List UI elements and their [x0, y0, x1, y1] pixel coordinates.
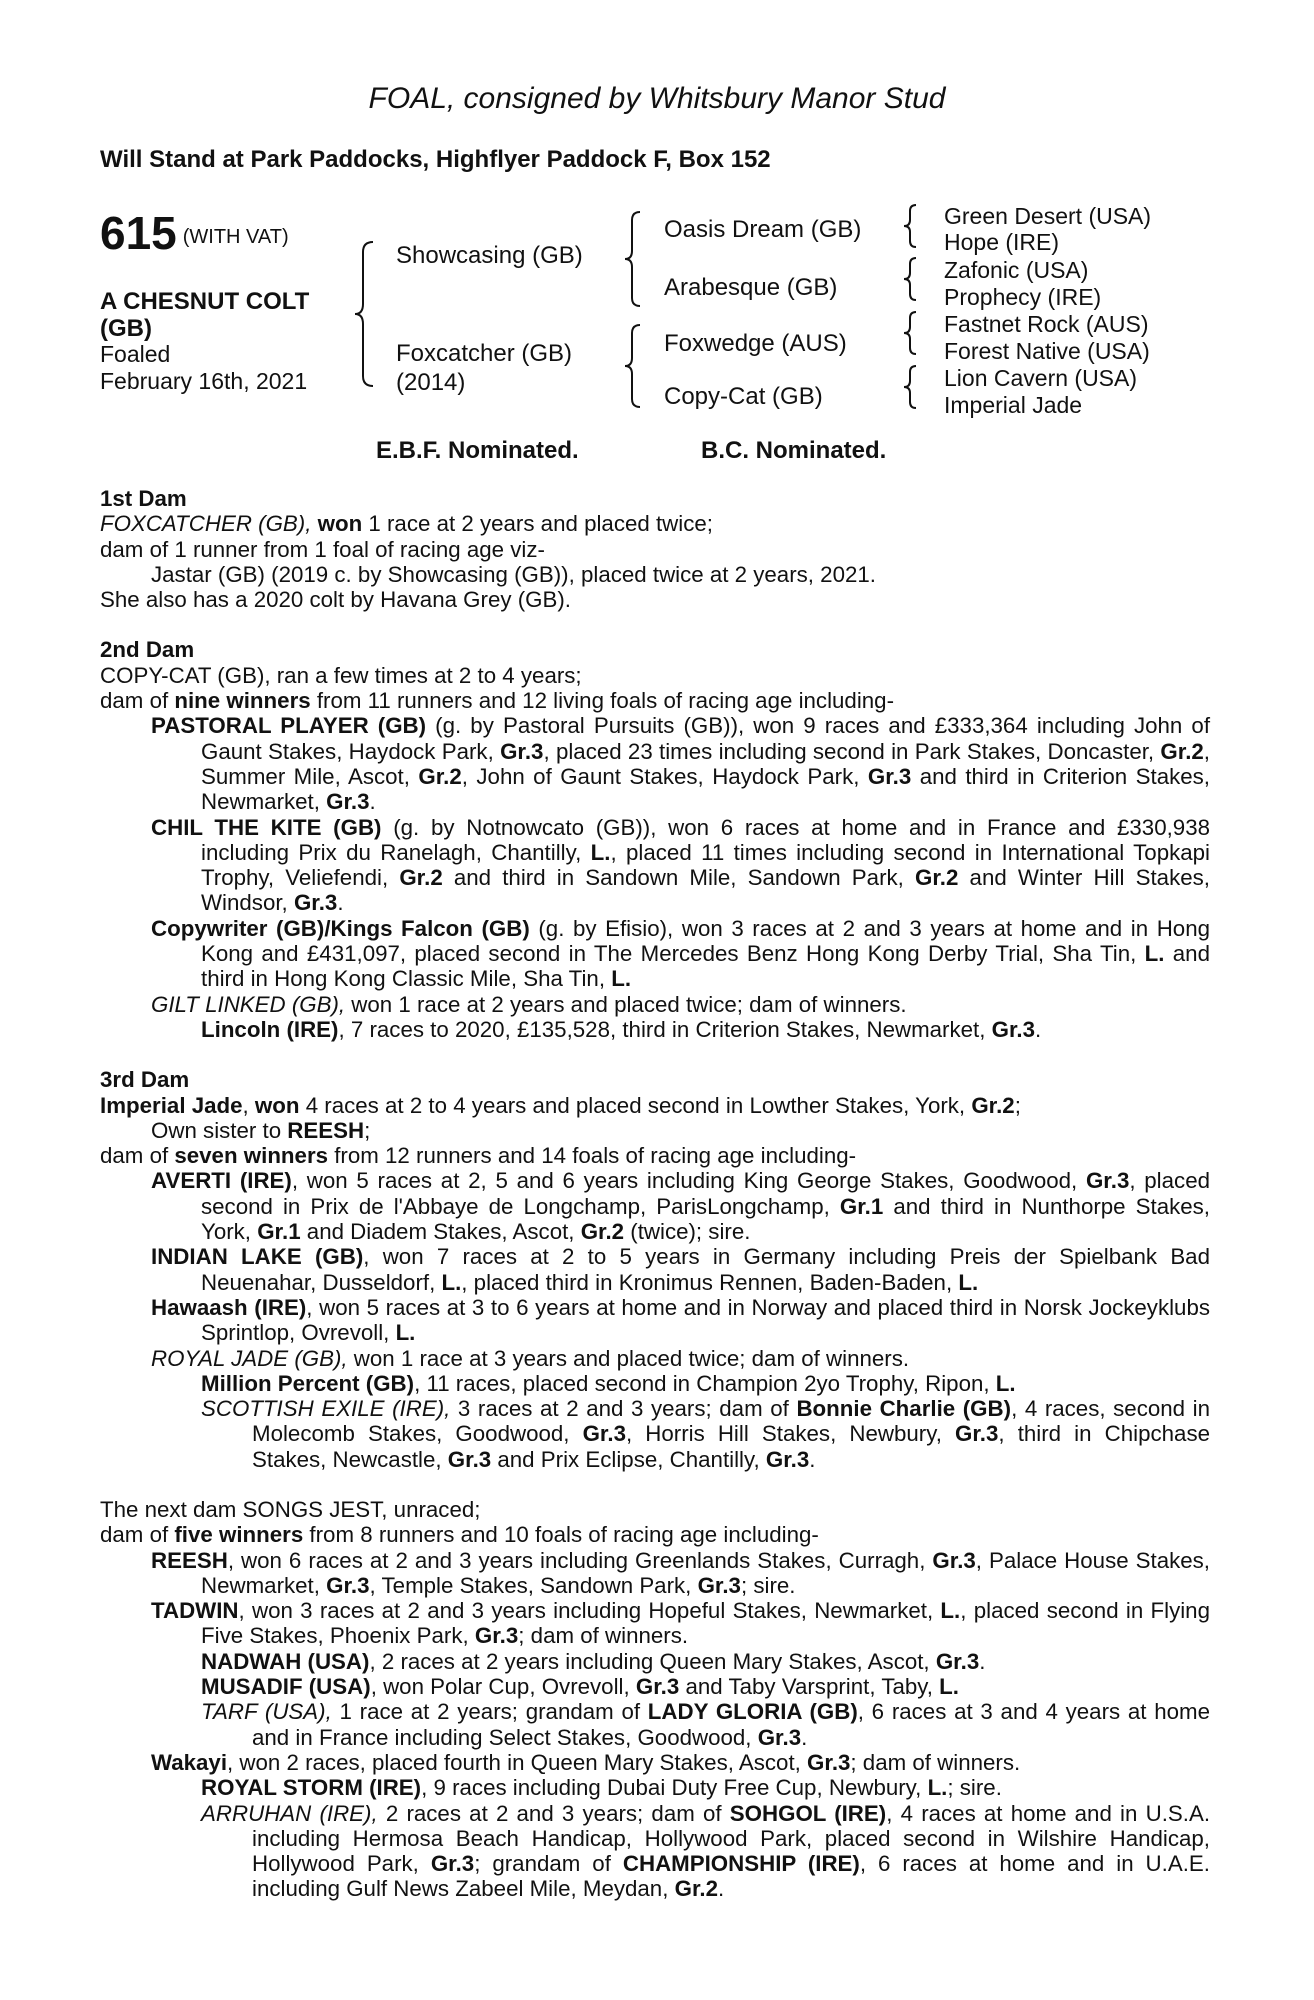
grade: L. — [927, 1775, 948, 1801]
grade: Gr.3 — [293, 890, 338, 916]
grade: Gr.2 — [1160, 738, 1204, 764]
pedigree-sire-sire: Oasis Dream (GB) — [664, 216, 862, 243]
text-run: , placed second in Flying Five Stakes, Phoenix Park, — [201, 1598, 1210, 1649]
lot-number-block — [100, 206, 289, 260]
text-run: , placed 11 times including second in International Topkapi Trophy, Veliefendi, — [201, 839, 1211, 891]
catalogue-title: FOAL, consigned by Whitsbury Manor Stud — [368, 82, 946, 115]
text-run: dam of — [100, 688, 175, 714]
text-run: , placed third in Kronimus Rennen, Baden-Baden, — [461, 1269, 959, 1295]
third-dam-entry-2 — [100, 1244, 1210, 1295]
text-run: and third in Hong Kong Classic Mile, Sha Tin, — [201, 941, 1210, 992]
horse-name: ROYAL STORM (IRE) — [201, 1775, 422, 1801]
grade: Gr.3 — [326, 1572, 370, 1598]
text-run: . — [1035, 1016, 1042, 1042]
text-run: (g. by Notnowcato (GB)), won 6 races at home and in France and £330,938 including Prix du Ranelagh, Chantilly, — [201, 814, 1210, 865]
grade: Gr.2 — [971, 1092, 1015, 1118]
horse-name: REESH — [287, 1117, 365, 1143]
pedigree-g7: Lion Cavern (USA) — [944, 365, 1138, 391]
grade: Gr.2 — [915, 865, 959, 891]
text-run: and third in Nunthorpe Stakes, York, — [201, 1193, 1210, 1245]
pedigree-g1: Green Desert (USA) — [944, 203, 1152, 229]
second-dam-entry-4 — [100, 992, 1210, 1017]
pedigree-dam-dam: Copy-Cat (GB) — [664, 383, 823, 410]
text-run: 3 races at 2 and 3 years; dam of — [450, 1396, 797, 1422]
next-dam-entry-3 — [100, 1649, 1210, 1674]
text-run: , Horris Hill Stakes, Newbury, — [625, 1421, 955, 1447]
horse-name: LADY GLORIA (GB) — [647, 1699, 858, 1725]
pedigree-notes — [100, 486, 1210, 1902]
text-run: Own sister to — [151, 1117, 288, 1143]
horse-name: PASTORAL PLAYER (GB) — [151, 713, 427, 739]
horse-name: MUSADIF (USA) — [201, 1674, 371, 1700]
text-run: . — [979, 1648, 986, 1674]
pedigree-dam-sire: Foxwedge (AUS) — [664, 330, 847, 357]
pedigree-brace-dam — [624, 323, 644, 409]
text-run: . — [337, 890, 344, 916]
text-run: from 11 runners and 12 living foals of racing age including- — [310, 688, 895, 714]
pedigree-g2: Hope (IRE) — [944, 229, 1060, 255]
text-run: , 4 races, second in Molecomb Stakes, Goodwood, — [252, 1396, 1210, 1447]
horse-name: SCOTTISH EXILE (IRE), — [201, 1396, 451, 1422]
horse-name-line1: A CHESNUT COLT — [100, 288, 310, 315]
text-run: , — [242, 1092, 255, 1118]
grade: Gr.3 — [1085, 1168, 1130, 1194]
first-dam-heading: 1st Dam — [100, 486, 187, 511]
text-run: , Summer Mile, Ascot, — [201, 738, 1210, 789]
pedigree-g5: Fastnet Rock (AUS) — [944, 311, 1149, 337]
first-dam-line4: She also has a 2020 colt by Havana Grey (GB). — [100, 587, 571, 613]
text-run: ; grandam of — [474, 1851, 623, 1877]
third-dam-line2 — [100, 1118, 1210, 1143]
pedigree-dam: Foxcatcher (GB) — [396, 340, 573, 367]
grade: Gr.2 — [580, 1219, 625, 1245]
text-run: , Temple Stakes, Sandown Park, — [369, 1572, 698, 1598]
grade: Gr.3 — [697, 1572, 741, 1598]
third-dam-entry-3 — [100, 1295, 1210, 1346]
horse-name: TADWIN — [151, 1598, 239, 1624]
pedigree-brace-g3 — [902, 310, 920, 356]
text-run: , placed second in Prix de l'Abbaye de Longchamp, ParisLongchamp, — [201, 1168, 1210, 1219]
text-run: , won 5 races at 3 to 6 years at home and in Norway and placed third in Norsk Jockeyklubs Sprintlop, Ovrevoll, — [201, 1294, 1211, 1346]
grade: Gr.3 — [757, 1724, 802, 1750]
pedigree-dam-year: (2014) — [396, 369, 466, 396]
won-label: won — [254, 1092, 300, 1118]
ebf-nomination: E.B.F. Nominated. — [376, 437, 579, 464]
grade: L. — [939, 1674, 959, 1700]
grade: L. — [1144, 941, 1165, 967]
text-run: and Diadem Stakes, Ascot, — [300, 1219, 581, 1245]
next-dam-entry-5 — [100, 1699, 1210, 1750]
bc-nomination: B.C. Nominated. — [701, 437, 887, 464]
next-dam-line2 — [100, 1522, 1210, 1547]
horse-name: CHAMPIONSHIP (IRE) — [622, 1851, 860, 1877]
pedigree-brace-g2 — [902, 256, 920, 302]
grade: L. — [995, 1370, 1016, 1396]
pedigree-g4: Prophecy (IRE) — [944, 284, 1102, 310]
text-run: , 7 races to 2020, £135,528, third in Criterion Stakes, Newmarket, — [338, 1016, 992, 1042]
text-run: , John of Gaunt Stakes, Haydock Park, — [461, 763, 868, 789]
third-dam-line3 — [100, 1143, 1210, 1168]
grade: Gr.3 — [932, 1547, 976, 1573]
text-run: , 4 races at home and in U.S.A. including Hermosa Beach Handicap, Hollywood Park, placed second in Wilshire Handicap, Hollywood Park, — [252, 1800, 1211, 1877]
winners-count: seven winners — [174, 1143, 329, 1169]
text-run: (twice); sire. — [624, 1219, 751, 1245]
horse-name: GILT LINKED (GB), — [151, 991, 346, 1017]
horse-name: ARRUHAN (IRE), — [201, 1800, 378, 1826]
pedigree-g8: Imperial Jade — [944, 392, 1083, 418]
grade: L. — [958, 1269, 979, 1295]
text-run: . — [801, 1724, 808, 1750]
grade: Gr.1 — [257, 1219, 301, 1245]
text-run: , third in Chipchase Stakes, Newcastle, — [252, 1421, 1210, 1472]
text-run: ; dam of winners. — [518, 1623, 689, 1649]
text-run: and Taby Varsprint, Taby, — [679, 1674, 940, 1700]
grade: Gr.2 — [674, 1876, 718, 1902]
pedigree-sire-dam: Arabesque (GB) — [664, 274, 838, 301]
winners-count: nine winners — [174, 688, 311, 714]
first-dam-line1 — [100, 511, 1210, 536]
text-run: , won Polar Cup, Ovrevoll, — [370, 1674, 636, 1700]
pedigree-g6: Forest Native (USA) — [944, 338, 1150, 364]
grade: Gr.3 — [474, 1623, 519, 1649]
grade: L. — [441, 1269, 462, 1295]
text-run: 4 races at 2 to 4 years and placed second in Lowther Stakes, York, — [299, 1092, 972, 1118]
grade: Gr.3 — [500, 738, 544, 764]
text-run: (g. by Pastoral Pursuits (GB)), won 9 races and £333,364 including John of Gaunt Stakes, Haydock Park, — [201, 713, 1211, 764]
second-dam-line1: COPY-CAT (GB), ran a few times at 2 to 4 years; — [100, 662, 582, 688]
text-run: won 1 race at 2 years and placed twice; dam of winners. — [345, 991, 907, 1017]
lot-number: 615 — [100, 207, 177, 259]
third-dam-entry-1 — [100, 1168, 1210, 1244]
text-run: . — [369, 789, 376, 815]
horse-name: Imperial Jade — [100, 1092, 243, 1118]
text-run: , placed 23 times including second in Park Stakes, Doncaster, — [543, 738, 1161, 764]
text-run: , 2 races at 2 years including Queen Mary Stakes, Ascot, — [369, 1648, 936, 1674]
third-dam-heading: 3rd Dam — [100, 1067, 190, 1093]
text-run: (g. by Efisio), won 3 races at 2 and 3 years at home and in Hong Kong and £431,097, placed second in The Mercedes Benz Hong Kong Derby Trial, Sha Tin, — [201, 915, 1210, 967]
pedigree-g3: Zafonic (USA) — [944, 257, 1089, 283]
grade: Gr.3 — [582, 1421, 626, 1447]
next-dam-entry-2 — [100, 1598, 1210, 1649]
grade: Gr.2 — [399, 865, 443, 891]
text-run: from 8 runners and 10 foals of racing age including- — [303, 1522, 819, 1548]
first-dam-record: 1 race at 2 years and placed twice; — [362, 511, 713, 537]
foaled-info — [100, 341, 307, 395]
grade: Gr.3 — [326, 789, 370, 815]
next-dam-entry-7 — [100, 1775, 1210, 1800]
horse-name-line2: (GB) — [100, 315, 152, 342]
horse-name: Wakayi — [151, 1749, 228, 1775]
grade: Gr.3 — [991, 1016, 1036, 1042]
horse-name: TARF (USA), — [201, 1699, 332, 1725]
text-run: ; — [364, 1117, 371, 1143]
grade: Gr.3 — [807, 1749, 851, 1775]
text-run: , won 7 races at 2 to 5 years in Germany including Preis der Spielbank Bad Neuenahar, Dusseldorf, — [201, 1244, 1210, 1295]
text-run: and third in Criterion Stakes, Newmarket, — [201, 763, 1210, 815]
horse-name: NADWAH (USA) — [201, 1648, 370, 1674]
second-dam-heading: 2nd Dam — [100, 637, 195, 663]
second-dam-entry-5 — [100, 1017, 1210, 1042]
text-run: . — [718, 1876, 725, 1902]
text-run: 1 race at 2 years; grandam of — [331, 1699, 648, 1725]
second-dam-entry-3 — [100, 916, 1210, 992]
pedigree-sire: Showcasing (GB) — [396, 242, 583, 269]
text-run: , won 2 races, placed fourth in Queen Mary Stakes, Ascot, — [227, 1749, 808, 1775]
horse-name: Copywriter (GB)/Kings Falcon (GB) — [151, 915, 530, 941]
next-dam-entry-1 — [100, 1548, 1210, 1599]
text-run: and third in Sandown Mile, Sandown Park, — [442, 865, 915, 891]
horse-name: AVERTI (IRE) — [151, 1168, 292, 1194]
pedigree-brace-g4 — [902, 364, 920, 410]
text-run: , won 3 races at 2 and 3 years including Hopeful Stakes, Newmarket, — [238, 1598, 941, 1624]
horse-name: SOHGOL (IRE) — [729, 1800, 887, 1826]
second-dam-entry-1 — [100, 713, 1210, 814]
horse-name: Bonnie Charlie (GB) — [796, 1396, 1012, 1422]
pedigree-brace-g1 — [902, 203, 920, 249]
next-dam-entry-4 — [100, 1674, 1210, 1699]
horse-name: REESH — [151, 1547, 228, 1573]
foaled-date: February 16th, 2021 — [100, 368, 308, 394]
third-dam-entry-6 — [100, 1396, 1210, 1472]
third-dam-entry-5 — [100, 1371, 1210, 1396]
text-run: from 12 runners and 14 foals of racing age including- — [328, 1143, 857, 1169]
third-dam-line1 — [100, 1093, 1210, 1118]
text-run: , won 5 races at 2, 5 and 6 years including King George Stakes, Goodwood, — [291, 1168, 1086, 1194]
grade: Gr.3 — [935, 1648, 980, 1674]
grade: L. — [395, 1320, 416, 1346]
horse-name: CHIL THE KITE (GB) — [151, 814, 382, 840]
text-run: dam of — [100, 1522, 175, 1548]
grade: Gr.3 — [765, 1446, 810, 1472]
first-dam-line2: dam of 1 runner from 1 foal of racing age viz- — [100, 536, 545, 562]
grade: Gr.3 — [635, 1674, 680, 1700]
pedigree-brace-sire — [624, 210, 644, 308]
horse-name: ROYAL JADE (GB), — [151, 1345, 348, 1371]
text-run: won 1 race at 3 years and placed twice; dam of winners. — [347, 1345, 910, 1371]
text-run: , 6 races at 3 and 4 years at home and in France including Select Stakes, Goodwood, — [252, 1699, 1210, 1750]
text-run: ; sire. — [740, 1572, 796, 1598]
grade: L. — [611, 966, 632, 992]
text-run: . — [809, 1446, 816, 1472]
pedigree-brace-main — [355, 240, 379, 388]
winners-count: five winners — [174, 1522, 304, 1548]
second-dam-entry-2 — [100, 815, 1210, 916]
second-dam-line2 — [100, 688, 1210, 713]
first-dam-name: FOXCATCHER (GB), — [100, 511, 312, 537]
horse-name: Lincoln (IRE) — [201, 1016, 339, 1042]
text-run: , won 6 races at 2 and 3 years including Greenlands Stakes, Curragh, — [227, 1547, 933, 1573]
text-run: ; dam of winners. — [850, 1749, 1021, 1775]
grade: Gr.1 — [839, 1193, 884, 1219]
text-run: , 6 races at home and in U.A.E. including Gulf News Zabeel Mile, Meydan, — [252, 1851, 1210, 1902]
text-run: and Winter Hill Stakes, Windsor, — [201, 865, 1210, 916]
horse-name: Hawaash (IRE) — [151, 1294, 307, 1320]
horse-name: Million Percent (GB) — [201, 1370, 415, 1396]
vat-note: (WITH VAT) — [182, 226, 289, 248]
foaled-label: Foaled — [100, 341, 171, 367]
grade: Gr.3 — [867, 763, 912, 789]
grade: Gr.3 — [430, 1851, 475, 1877]
grade: L. — [590, 839, 611, 865]
next-dam-line1: The next dam SONGS JEST, unraced; — [100, 1496, 481, 1522]
grade: Gr.2 — [418, 763, 462, 789]
first-dam-line3: Jastar (GB) (2019 c. by Showcasing (GB)), placed twice at 2 years, 2021. — [151, 561, 876, 587]
third-dam-entry-4 — [100, 1346, 1210, 1371]
text-run: , Palace House Stakes, Newmarket, — [201, 1547, 1210, 1598]
first-dam-won: won — [317, 511, 363, 537]
next-dam-entry-8 — [100, 1801, 1210, 1902]
text-run: ; — [1014, 1092, 1021, 1118]
text-run: ; sire. — [947, 1775, 1002, 1801]
text-run: and Prix Eclipse, Chantilly, — [491, 1446, 766, 1472]
text-run: 2 races at 2 and 3 years; dam of — [377, 1800, 730, 1826]
next-dam-entry-6 — [100, 1750, 1210, 1775]
text-run: , 9 races including Dubai Duty Free Cup, Newbury, — [421, 1775, 928, 1801]
text-run: , 11 races, placed second in Champion 2yo Trophy, Ripon, — [414, 1370, 996, 1396]
grade: Gr.3 — [955, 1421, 999, 1447]
grade: Gr.3 — [447, 1446, 492, 1472]
text-run: dam of — [100, 1143, 175, 1169]
stand-location: Will Stand at Park Paddocks, Highflyer Paddock F, Box 152 — [100, 146, 771, 173]
horse-description — [100, 288, 309, 342]
grade: L. — [940, 1598, 961, 1624]
horse-name: INDIAN LAKE (GB) — [151, 1244, 364, 1270]
